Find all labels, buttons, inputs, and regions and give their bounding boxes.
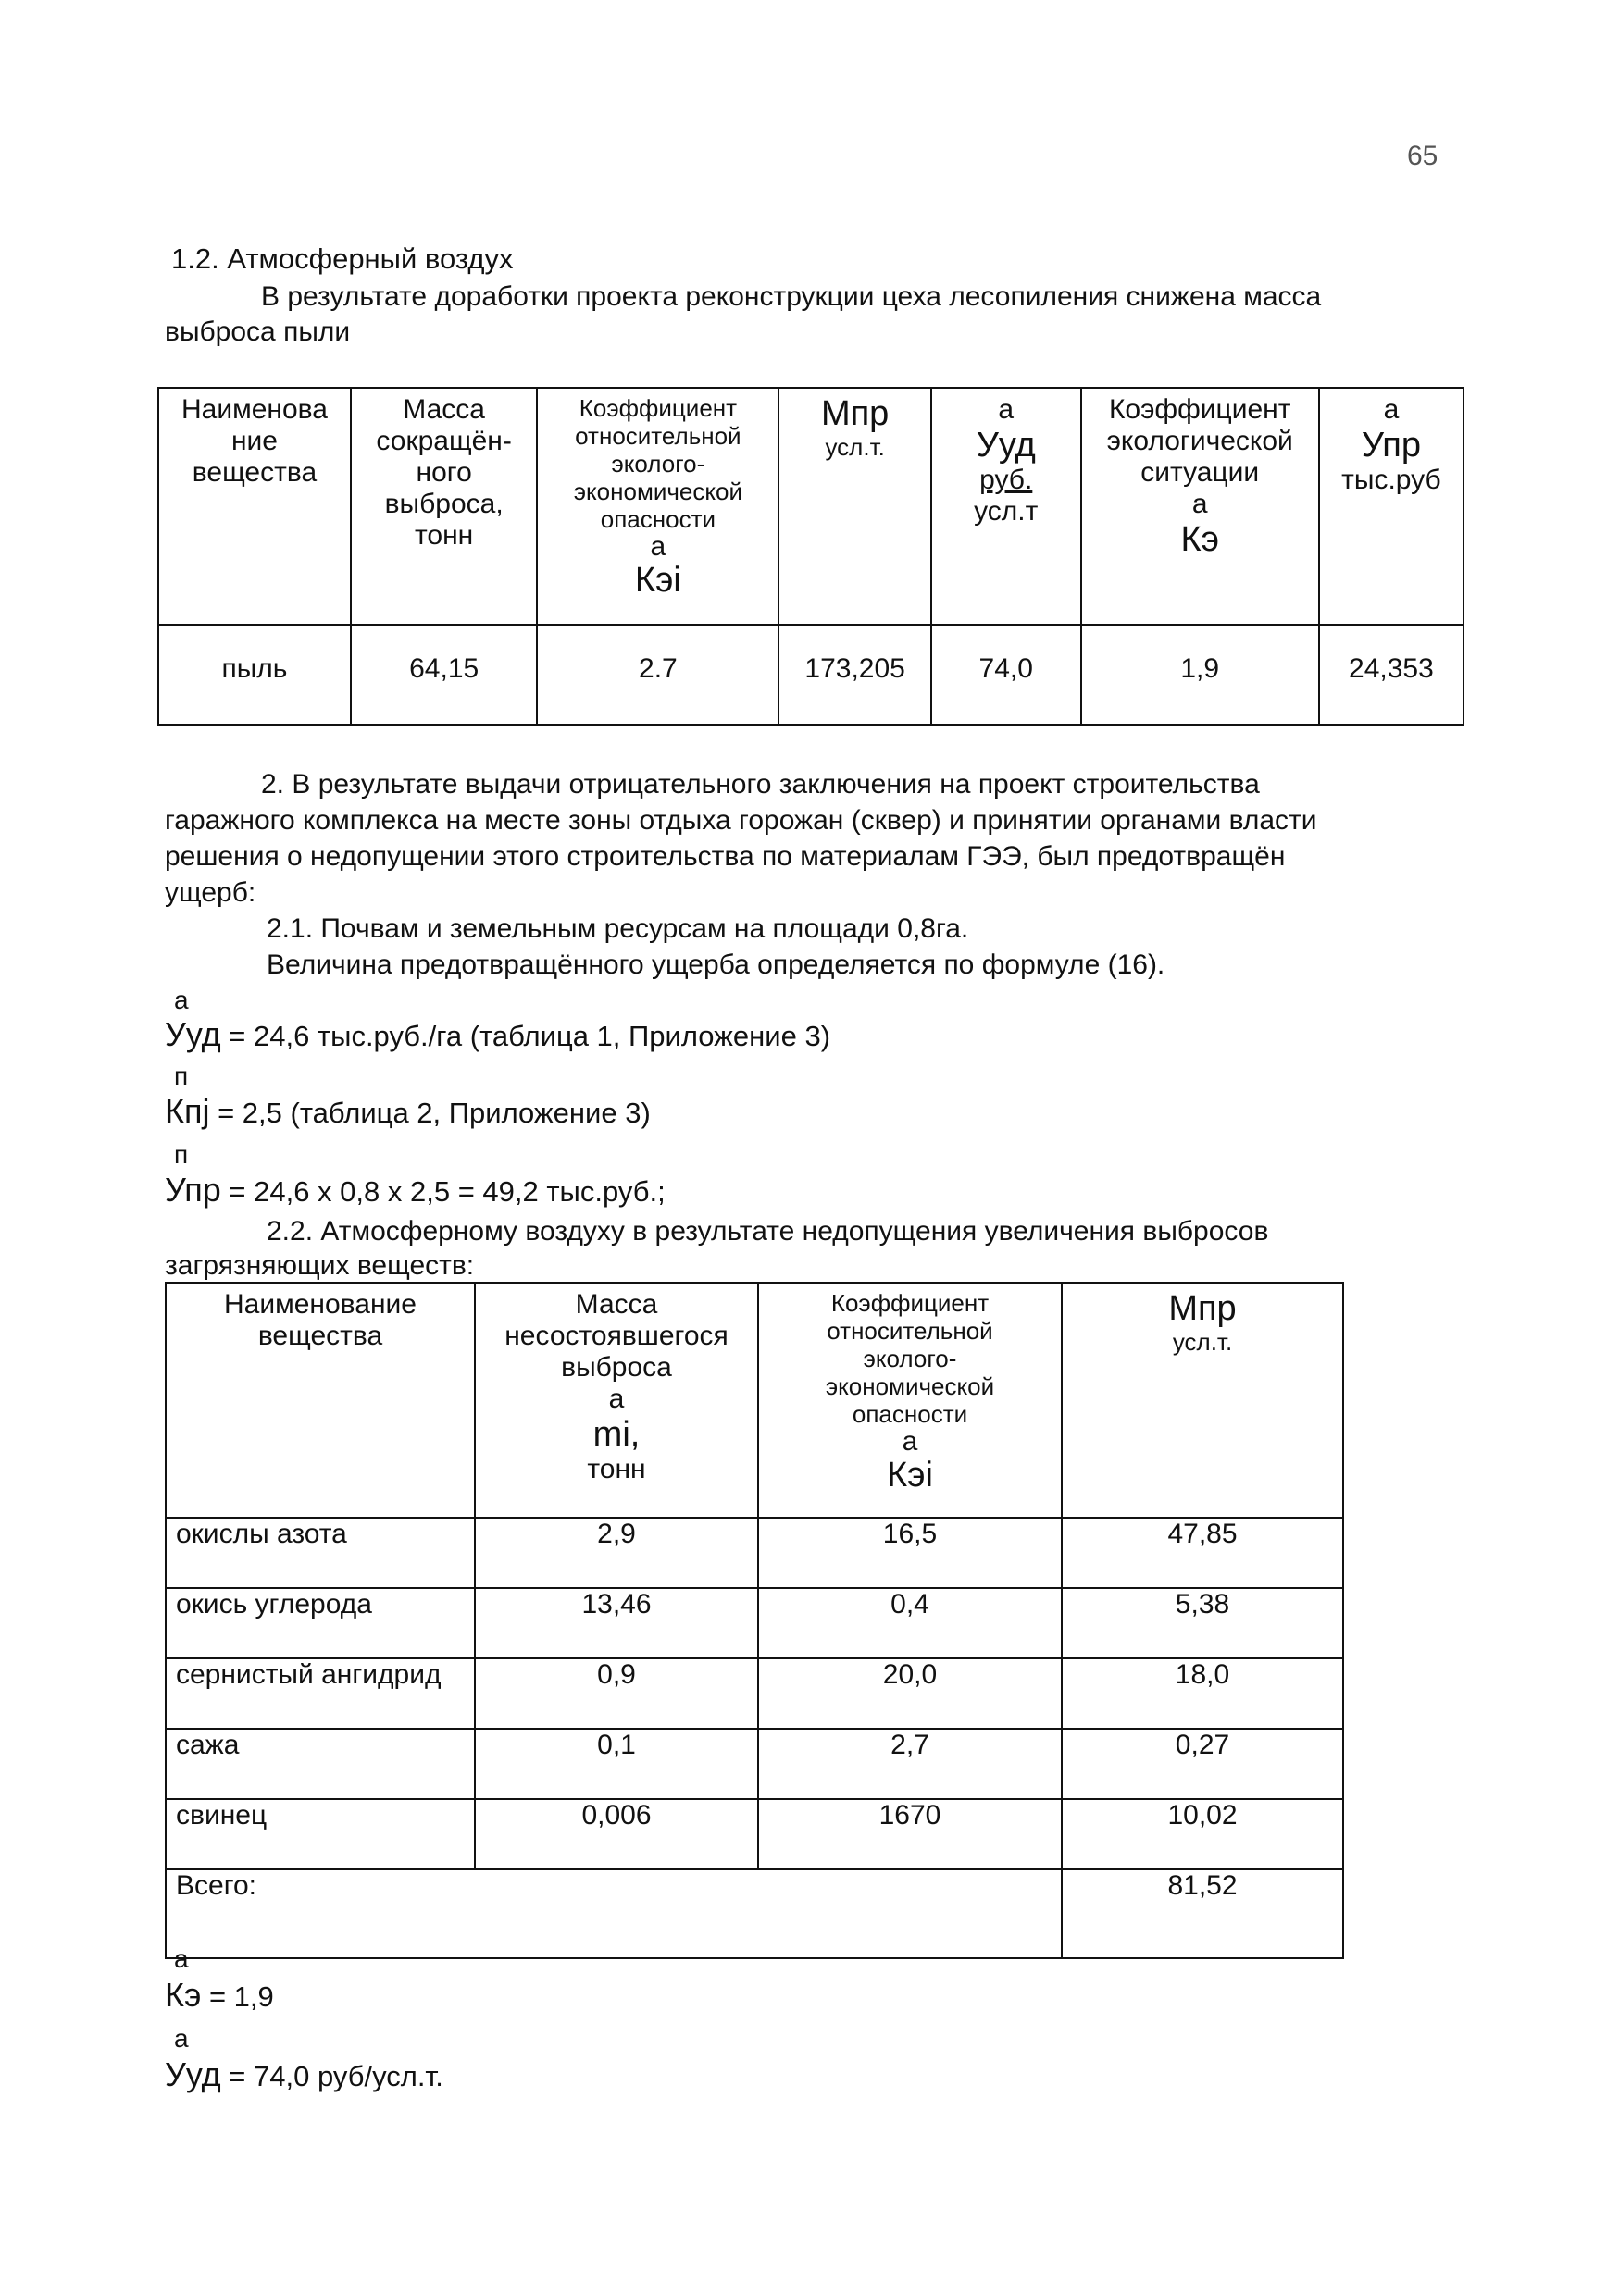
table-row — [166, 1588, 1343, 1658]
cell-mass: 0,1 — [475, 1729, 758, 1799]
formula-kpj: Кпj = 2,5 (таблица 2, Приложение 3) — [165, 1092, 651, 1130]
header-mass: Масса сокращён- ного выброса, тонн — [351, 388, 537, 625]
table-total-row — [166, 1869, 1343, 1958]
cell-mass: 64,15 — [351, 625, 537, 725]
cell-substance: окись углерода — [166, 1588, 475, 1658]
section2-line-4: ущерб: — [165, 877, 256, 908]
cell-mass: 2,9 — [475, 1518, 758, 1588]
cell-mpr: 173,205 — [778, 625, 931, 725]
cell-mass: 0,006 — [475, 1799, 758, 1869]
intro-line-2: выброса пыли — [165, 316, 351, 347]
page-number: 65 — [1407, 141, 1438, 171]
cell-substance: сажа — [166, 1729, 475, 1799]
cell-ke: 1,9 — [1081, 625, 1319, 725]
table-row — [166, 1518, 1343, 1588]
table-header-row — [166, 1283, 1343, 1518]
cell-substance: свинец — [166, 1799, 475, 1869]
cell-kei: 2,7 — [758, 1729, 1062, 1799]
header-uud: а Ууд руб. усл.т — [931, 388, 1081, 625]
header-coefficient-ke: Коэффициент экологической ситуации а Кэ — [1081, 388, 1319, 625]
table-row — [166, 1799, 1343, 1869]
formula-upr: Упр = 24,6 х 0,8 х 2,5 = 49,2 тыс.руб.; — [165, 1171, 666, 1209]
header-mpr: Мпр усл.т. — [1062, 1283, 1343, 1518]
cell-uud: 74,0 — [931, 625, 1081, 725]
section2-line-3: решения о недопущении этого строительства по материалам ГЭЭ, был предотвращён — [165, 841, 1286, 872]
header-upr: а Упр тыс.руб — [1319, 388, 1463, 625]
cell-kei: 0,4 — [758, 1588, 1062, 1658]
cell-mpr: 18,0 — [1062, 1658, 1343, 1729]
cell-substance: окислы азота — [166, 1518, 475, 1588]
emission-table — [157, 387, 1464, 726]
section2-2-line-2: загрязняющих веществ: — [165, 1250, 475, 1281]
superscript-n: п — [174, 1140, 189, 1169]
superscript-n: п — [174, 1061, 189, 1090]
cell-kei: 20,0 — [758, 1658, 1062, 1729]
header-coefficient-kei: Коэффициент относительной эколого- экономической опасности а Кэі — [758, 1283, 1062, 1518]
section2-line-1: 2. В результате выдачи отрицательного заключения на проект строительства — [261, 769, 1260, 800]
cell-mpr: 0,27 — [1062, 1729, 1343, 1799]
total-label: Всего: — [166, 1869, 1062, 1958]
table-header-row — [158, 388, 1463, 625]
superscript-a: а — [174, 2024, 189, 2053]
section2-1-text: 2.1. Почвам и земельным ресурсам на площади 0,8га. — [267, 913, 969, 944]
header-coefficient-kei: Коэффициент относительной эколого- экономической опасности а Кэі — [537, 388, 778, 625]
cell-substance: сернистый ангидрид — [166, 1658, 475, 1729]
cell-mpr: 47,85 — [1062, 1518, 1343, 1588]
prevented-emission-table — [165, 1282, 1344, 1959]
table-row — [166, 1729, 1343, 1799]
cell-kei: 1670 — [758, 1799, 1062, 1869]
superscript-a: а — [174, 1944, 189, 1973]
cell-kei: 2.7 — [537, 625, 778, 725]
cell-substance: пыль — [158, 625, 351, 725]
cell-upr: 24,353 — [1319, 625, 1463, 725]
header-substance: Наименование вещества — [166, 1283, 475, 1518]
formula-intro: Величина предотвращённого ущерба определяется по формуле (16). — [267, 949, 1165, 980]
table-row — [158, 625, 1463, 725]
formula-uud: Ууд = 24,6 тыс.руб./га (таблица 1, Приложение 3) — [165, 1015, 831, 1053]
section-heading: 1.2. Атмосферный воздух — [171, 242, 514, 275]
header-mass: Масса несостоявшегося выброса а mi, тонн — [475, 1283, 758, 1518]
cell-mass: 0,9 — [475, 1658, 758, 1729]
header-mpr: Мпр усл.т. — [778, 388, 931, 625]
cell-mpr: 5,38 — [1062, 1588, 1343, 1658]
superscript-a: а — [174, 986, 189, 1014]
total-value: 81,52 — [1062, 1869, 1343, 1958]
section2-2-line-1: 2.2. Атмосферному воздуху в результате недопущения увеличения выбросов — [267, 1216, 1269, 1247]
cell-mpr: 10,02 — [1062, 1799, 1343, 1869]
table-row — [166, 1658, 1343, 1729]
formula-ke: Кэ = 1,9 — [165, 1976, 274, 2014]
intro-line-1: В результате доработки проекта реконструкции цеха лесопиления снижена масса — [261, 281, 1322, 312]
cell-mass: 13,46 — [475, 1588, 758, 1658]
formula-uud-final: Ууд = 74,0 руб/усл.т. — [165, 2055, 443, 2093]
section2-line-2: гаражного комплекса на месте зоны отдыха горожан (сквер) и принятии органами власти — [165, 805, 1317, 836]
header-substance: Наименова ние вещества — [158, 388, 351, 625]
cell-kei: 16,5 — [758, 1518, 1062, 1588]
